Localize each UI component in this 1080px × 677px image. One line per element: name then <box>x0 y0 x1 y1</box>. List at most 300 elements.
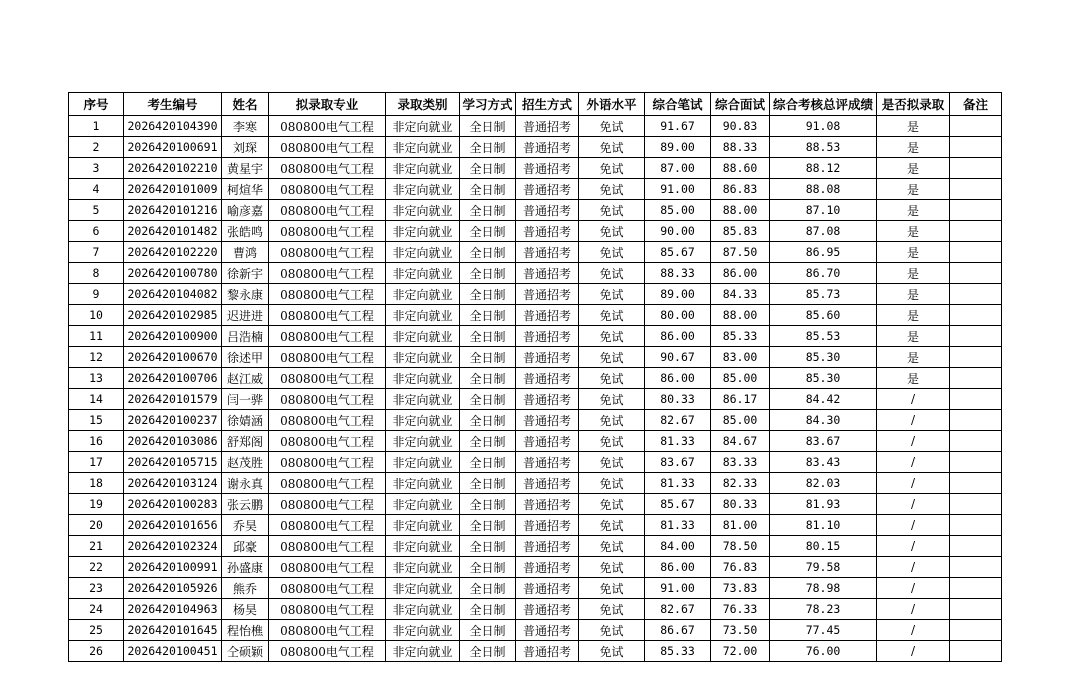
cell-enrollment-mode: 普通招考 <box>516 557 579 578</box>
cell-remarks <box>950 368 1002 389</box>
cell-study-mode: 全日制 <box>460 557 516 578</box>
cell-admitted: / <box>877 431 950 452</box>
cell-index: 9 <box>69 284 124 305</box>
cell-interview-score: 86.17 <box>711 389 770 410</box>
table-body <box>69 116 1002 662</box>
cell-language-level: 免试 <box>579 557 645 578</box>
cell-remarks <box>950 263 1002 284</box>
table-row <box>69 599 1002 620</box>
cell-study-mode: 全日制 <box>460 305 516 326</box>
cell-candidate-id: 2026420105926 <box>124 578 222 599</box>
cell-candidate-id: 2026420102220 <box>124 242 222 263</box>
cell-name: 徐新宇 <box>222 263 269 284</box>
table-row <box>69 473 1002 494</box>
cell-interview-score: 88.00 <box>711 305 770 326</box>
cell-admitted: / <box>877 536 950 557</box>
cell-enrollment-mode: 普通招考 <box>516 284 579 305</box>
cell-name: 徐婧涵 <box>222 410 269 431</box>
cell-written-score: 89.00 <box>645 284 711 305</box>
table-row <box>69 242 1002 263</box>
table-row <box>69 305 1002 326</box>
cell-study-mode: 全日制 <box>460 494 516 515</box>
cell-name: 张皓鸣 <box>222 221 269 242</box>
cell-study-mode: 全日制 <box>460 326 516 347</box>
cell-candidate-id: 2026420101579 <box>124 389 222 410</box>
cell-language-level: 免试 <box>579 578 645 599</box>
table-row <box>69 368 1002 389</box>
table-row <box>69 158 1002 179</box>
cell-interview-score: 85.00 <box>711 368 770 389</box>
cell-index: 8 <box>69 263 124 284</box>
cell-name: 张云鹏 <box>222 494 269 515</box>
table-row <box>69 620 1002 641</box>
cell-name: 孙盛康 <box>222 557 269 578</box>
cell-category: 非定向就业 <box>386 158 460 179</box>
table-row <box>69 347 1002 368</box>
cell-index: 2 <box>69 137 124 158</box>
cell-total-score: 85.73 <box>770 284 877 305</box>
cell-candidate-id: 2026420100706 <box>124 368 222 389</box>
cell-written-score: 91.00 <box>645 179 711 200</box>
cell-admitted: 是 <box>877 263 950 284</box>
cell-index: 18 <box>69 473 124 494</box>
table-row <box>69 284 1002 305</box>
cell-index: 7 <box>69 242 124 263</box>
cell-admitted: 是 <box>877 137 950 158</box>
cell-remarks <box>950 557 1002 578</box>
cell-written-score: 88.33 <box>645 263 711 284</box>
cell-enrollment-mode: 普通招考 <box>516 494 579 515</box>
cell-study-mode: 全日制 <box>460 389 516 410</box>
cell-category: 非定向就业 <box>386 284 460 305</box>
cell-index: 17 <box>69 452 124 473</box>
cell-major: 080800电气工程 <box>269 557 386 578</box>
cell-total-score: 91.08 <box>770 116 877 137</box>
cell-name: 谢永真 <box>222 473 269 494</box>
cell-total-score: 81.93 <box>770 494 877 515</box>
cell-interview-score: 88.00 <box>711 200 770 221</box>
cell-remarks <box>950 515 1002 536</box>
cell-study-mode: 全日制 <box>460 473 516 494</box>
cell-category: 非定向就业 <box>386 200 460 221</box>
cell-written-score: 84.00 <box>645 536 711 557</box>
cell-major: 080800电气工程 <box>269 410 386 431</box>
cell-index: 3 <box>69 158 124 179</box>
cell-language-level: 免试 <box>579 284 645 305</box>
table-row <box>69 431 1002 452</box>
table-row <box>69 536 1002 557</box>
cell-name: 黎永康 <box>222 284 269 305</box>
cell-written-score: 80.33 <box>645 389 711 410</box>
cell-index: 16 <box>69 431 124 452</box>
cell-name: 赵茂胜 <box>222 452 269 473</box>
cell-index: 4 <box>69 179 124 200</box>
cell-interview-score: 85.00 <box>711 410 770 431</box>
cell-name: 赵江威 <box>222 368 269 389</box>
cell-enrollment-mode: 普通招考 <box>516 221 579 242</box>
cell-remarks <box>950 347 1002 368</box>
cell-enrollment-mode: 普通招考 <box>516 326 579 347</box>
cell-language-level: 免试 <box>579 389 645 410</box>
cell-major: 080800电气工程 <box>269 578 386 599</box>
cell-interview-score: 72.00 <box>711 641 770 662</box>
cell-major: 080800电气工程 <box>269 536 386 557</box>
cell-written-score: 85.33 <box>645 641 711 662</box>
cell-enrollment-mode: 普通招考 <box>516 263 579 284</box>
cell-interview-score: 83.33 <box>711 452 770 473</box>
cell-language-level: 免试 <box>579 158 645 179</box>
table-row <box>69 494 1002 515</box>
cell-index: 1 <box>69 116 124 137</box>
cell-candidate-id: 2026420103086 <box>124 431 222 452</box>
cell-candidate-id: 2026420103124 <box>124 473 222 494</box>
cell-major: 080800电气工程 <box>269 326 386 347</box>
cell-remarks <box>950 284 1002 305</box>
cell-name: 徐述甲 <box>222 347 269 368</box>
cell-written-score: 82.67 <box>645 599 711 620</box>
cell-category: 非定向就业 <box>386 599 460 620</box>
cell-language-level: 免试 <box>579 116 645 137</box>
cell-category: 非定向就业 <box>386 263 460 284</box>
cell-language-level: 免试 <box>579 641 645 662</box>
cell-name: 乔昊 <box>222 515 269 536</box>
cell-index: 10 <box>69 305 124 326</box>
col-header-written-score: 综合笔试 <box>645 93 711 116</box>
cell-language-level: 免试 <box>579 221 645 242</box>
cell-written-score: 81.33 <box>645 431 711 452</box>
cell-remarks <box>950 452 1002 473</box>
cell-total-score: 85.30 <box>770 347 877 368</box>
cell-written-score: 91.00 <box>645 578 711 599</box>
cell-candidate-id: 2026420100237 <box>124 410 222 431</box>
table-row <box>69 179 1002 200</box>
cell-name: 仝硕颖 <box>222 641 269 662</box>
cell-candidate-id: 2026420102210 <box>124 158 222 179</box>
cell-written-score: 80.00 <box>645 305 711 326</box>
cell-total-score: 84.30 <box>770 410 877 431</box>
cell-category: 非定向就业 <box>386 137 460 158</box>
cell-enrollment-mode: 普通招考 <box>516 116 579 137</box>
cell-name: 李寒 <box>222 116 269 137</box>
cell-major: 080800电气工程 <box>269 473 386 494</box>
cell-category: 非定向就业 <box>386 431 460 452</box>
cell-total-score: 78.98 <box>770 578 877 599</box>
cell-admitted: / <box>877 641 950 662</box>
col-header-remarks: 备注 <box>950 93 1002 116</box>
cell-remarks <box>950 137 1002 158</box>
cell-written-score: 90.00 <box>645 221 711 242</box>
cell-index: 5 <box>69 200 124 221</box>
col-header-index: 序号 <box>69 93 124 116</box>
cell-admitted: 是 <box>877 368 950 389</box>
cell-written-score: 81.33 <box>645 473 711 494</box>
cell-interview-score: 88.33 <box>711 137 770 158</box>
cell-name: 熊乔 <box>222 578 269 599</box>
col-header-category: 录取类别 <box>386 93 460 116</box>
cell-study-mode: 全日制 <box>460 578 516 599</box>
cell-major: 080800电气工程 <box>269 158 386 179</box>
cell-enrollment-mode: 普通招考 <box>516 515 579 536</box>
cell-enrollment-mode: 普通招考 <box>516 137 579 158</box>
cell-enrollment-mode: 普通招考 <box>516 578 579 599</box>
cell-total-score: 76.00 <box>770 641 877 662</box>
cell-category: 非定向就业 <box>386 410 460 431</box>
table-row <box>69 221 1002 242</box>
cell-interview-score: 85.83 <box>711 221 770 242</box>
cell-index: 23 <box>69 578 124 599</box>
cell-written-score: 86.00 <box>645 368 711 389</box>
cell-major: 080800电气工程 <box>269 284 386 305</box>
cell-language-level: 免试 <box>579 200 645 221</box>
cell-index: 20 <box>69 515 124 536</box>
cell-written-score: 86.00 <box>645 557 711 578</box>
cell-enrollment-mode: 普通招考 <box>516 347 579 368</box>
cell-admitted: / <box>877 473 950 494</box>
cell-remarks <box>950 179 1002 200</box>
cell-total-score: 85.30 <box>770 368 877 389</box>
table-row <box>69 200 1002 221</box>
cell-category: 非定向就业 <box>386 641 460 662</box>
cell-enrollment-mode: 普通招考 <box>516 620 579 641</box>
col-header-language-level: 外语水平 <box>579 93 645 116</box>
cell-candidate-id: 2026420100691 <box>124 137 222 158</box>
cell-admitted: / <box>877 494 950 515</box>
cell-admitted: 是 <box>877 200 950 221</box>
cell-enrollment-mode: 普通招考 <box>516 641 579 662</box>
cell-major: 080800电气工程 <box>269 116 386 137</box>
cell-study-mode: 全日制 <box>460 347 516 368</box>
cell-index: 11 <box>69 326 124 347</box>
cell-remarks <box>950 641 1002 662</box>
cell-admitted: 是 <box>877 326 950 347</box>
table-row <box>69 641 1002 662</box>
cell-interview-score: 80.33 <box>711 494 770 515</box>
cell-study-mode: 全日制 <box>460 641 516 662</box>
cell-remarks <box>950 389 1002 410</box>
cell-study-mode: 全日制 <box>460 179 516 200</box>
cell-remarks <box>950 242 1002 263</box>
cell-major: 080800电气工程 <box>269 389 386 410</box>
table-row <box>69 557 1002 578</box>
cell-language-level: 免试 <box>579 326 645 347</box>
cell-interview-score: 73.83 <box>711 578 770 599</box>
cell-name: 迟进进 <box>222 305 269 326</box>
cell-enrollment-mode: 普通招考 <box>516 599 579 620</box>
cell-enrollment-mode: 普通招考 <box>516 242 579 263</box>
cell-candidate-id: 2026420100283 <box>124 494 222 515</box>
cell-language-level: 免试 <box>579 242 645 263</box>
cell-category: 非定向就业 <box>386 557 460 578</box>
cell-language-level: 免试 <box>579 452 645 473</box>
cell-enrollment-mode: 普通招考 <box>516 452 579 473</box>
cell-study-mode: 全日制 <box>460 221 516 242</box>
cell-remarks <box>950 200 1002 221</box>
cell-candidate-id: 2026420100451 <box>124 641 222 662</box>
table-row <box>69 410 1002 431</box>
cell-study-mode: 全日制 <box>460 620 516 641</box>
cell-interview-score: 84.67 <box>711 431 770 452</box>
cell-candidate-id: 2026420102324 <box>124 536 222 557</box>
cell-category: 非定向就业 <box>386 347 460 368</box>
cell-candidate-id: 2026420101009 <box>124 179 222 200</box>
cell-study-mode: 全日制 <box>460 263 516 284</box>
cell-admitted: 是 <box>877 158 950 179</box>
cell-name: 吕浩楠 <box>222 326 269 347</box>
cell-major: 080800电气工程 <box>269 431 386 452</box>
cell-written-score: 87.00 <box>645 158 711 179</box>
cell-candidate-id: 2026420104082 <box>124 284 222 305</box>
cell-major: 080800电气工程 <box>269 347 386 368</box>
cell-candidate-id: 2026420101656 <box>124 515 222 536</box>
cell-total-score: 82.03 <box>770 473 877 494</box>
cell-name: 柯煊华 <box>222 179 269 200</box>
cell-admitted: 是 <box>877 242 950 263</box>
cell-enrollment-mode: 普通招考 <box>516 536 579 557</box>
cell-index: 14 <box>69 389 124 410</box>
cell-category: 非定向就业 <box>386 494 460 515</box>
cell-study-mode: 全日制 <box>460 599 516 620</box>
cell-study-mode: 全日制 <box>460 410 516 431</box>
cell-language-level: 免试 <box>579 494 645 515</box>
cell-category: 非定向就业 <box>386 221 460 242</box>
cell-total-score: 86.95 <box>770 242 877 263</box>
cell-total-score: 83.67 <box>770 431 877 452</box>
cell-category: 非定向就业 <box>386 116 460 137</box>
cell-total-score: 88.53 <box>770 137 877 158</box>
table-row <box>69 326 1002 347</box>
cell-major: 080800电气工程 <box>269 137 386 158</box>
cell-index: 19 <box>69 494 124 515</box>
cell-interview-score: 82.33 <box>711 473 770 494</box>
cell-total-score: 86.70 <box>770 263 877 284</box>
cell-admitted: / <box>877 452 950 473</box>
cell-study-mode: 全日制 <box>460 137 516 158</box>
cell-language-level: 免试 <box>579 620 645 641</box>
cell-total-score: 88.08 <box>770 179 877 200</box>
cell-index: 26 <box>69 641 124 662</box>
cell-remarks <box>950 620 1002 641</box>
cell-admitted: 是 <box>877 305 950 326</box>
cell-candidate-id: 2026420101216 <box>124 200 222 221</box>
cell-language-level: 免试 <box>579 536 645 557</box>
cell-major: 080800电气工程 <box>269 599 386 620</box>
cell-admitted: / <box>877 578 950 599</box>
cell-total-score: 79.58 <box>770 557 877 578</box>
cell-written-score: 85.67 <box>645 242 711 263</box>
cell-remarks <box>950 221 1002 242</box>
cell-interview-score: 86.00 <box>711 263 770 284</box>
cell-index: 21 <box>69 536 124 557</box>
cell-admitted: 是 <box>877 347 950 368</box>
table-row <box>69 263 1002 284</box>
cell-name: 曹鸿 <box>222 242 269 263</box>
cell-enrollment-mode: 普通招考 <box>516 305 579 326</box>
cell-candidate-id: 2026420100670 <box>124 347 222 368</box>
cell-name: 杨昊 <box>222 599 269 620</box>
cell-language-level: 免试 <box>579 410 645 431</box>
cell-admitted: / <box>877 620 950 641</box>
cell-remarks <box>950 431 1002 452</box>
cell-category: 非定向就业 <box>386 452 460 473</box>
cell-index: 24 <box>69 599 124 620</box>
cell-index: 13 <box>69 368 124 389</box>
table-row <box>69 515 1002 536</box>
cell-index: 6 <box>69 221 124 242</box>
cell-name: 邱豪 <box>222 536 269 557</box>
col-header-total-score: 综合考核总评成绩 <box>770 93 877 116</box>
cell-study-mode: 全日制 <box>460 284 516 305</box>
cell-written-score: 86.67 <box>645 620 711 641</box>
cell-written-score: 91.67 <box>645 116 711 137</box>
cell-written-score: 85.67 <box>645 494 711 515</box>
cell-enrollment-mode: 普通招考 <box>516 158 579 179</box>
cell-written-score: 85.00 <box>645 200 711 221</box>
cell-remarks <box>950 158 1002 179</box>
cell-study-mode: 全日制 <box>460 431 516 452</box>
col-header-enrollment-mode: 招生方式 <box>516 93 579 116</box>
cell-interview-score: 85.33 <box>711 326 770 347</box>
cell-language-level: 免试 <box>579 137 645 158</box>
cell-study-mode: 全日制 <box>460 116 516 137</box>
cell-enrollment-mode: 普通招考 <box>516 389 579 410</box>
cell-index: 25 <box>69 620 124 641</box>
col-header-major: 拟录取专业 <box>269 93 386 116</box>
col-header-admitted: 是否拟录取 <box>877 93 950 116</box>
table-row <box>69 389 1002 410</box>
cell-major: 080800电气工程 <box>269 305 386 326</box>
cell-study-mode: 全日制 <box>460 452 516 473</box>
cell-interview-score: 83.00 <box>711 347 770 368</box>
cell-interview-score: 84.33 <box>711 284 770 305</box>
cell-enrollment-mode: 普通招考 <box>516 473 579 494</box>
cell-admitted: 是 <box>877 284 950 305</box>
cell-study-mode: 全日制 <box>460 536 516 557</box>
cell-enrollment-mode: 普通招考 <box>516 200 579 221</box>
cell-written-score: 86.00 <box>645 326 711 347</box>
cell-remarks <box>950 578 1002 599</box>
cell-language-level: 免试 <box>579 431 645 452</box>
cell-index: 15 <box>69 410 124 431</box>
cell-candidate-id: 2026420102985 <box>124 305 222 326</box>
cell-major: 080800电气工程 <box>269 242 386 263</box>
cell-candidate-id: 2026420100900 <box>124 326 222 347</box>
cell-candidate-id: 2026420101482 <box>124 221 222 242</box>
cell-interview-score: 81.00 <box>711 515 770 536</box>
table-header <box>69 93 1002 116</box>
cell-interview-score: 73.50 <box>711 620 770 641</box>
cell-admitted: 是 <box>877 116 950 137</box>
col-header-study-mode: 学习方式 <box>460 93 516 116</box>
cell-total-score: 84.42 <box>770 389 877 410</box>
cell-total-score: 88.12 <box>770 158 877 179</box>
table-row <box>69 578 1002 599</box>
cell-name: 闫一骅 <box>222 389 269 410</box>
cell-enrollment-mode: 普通招考 <box>516 179 579 200</box>
col-header-name: 姓名 <box>222 93 269 116</box>
cell-category: 非定向就业 <box>386 389 460 410</box>
cell-major: 080800电气工程 <box>269 620 386 641</box>
cell-written-score: 89.00 <box>645 137 711 158</box>
cell-total-score: 87.08 <box>770 221 877 242</box>
cell-remarks <box>950 599 1002 620</box>
cell-language-level: 免试 <box>579 347 645 368</box>
cell-study-mode: 全日制 <box>460 242 516 263</box>
cell-category: 非定向就业 <box>386 578 460 599</box>
cell-language-level: 免试 <box>579 263 645 284</box>
cell-remarks <box>950 410 1002 431</box>
cell-candidate-id: 2026420104963 <box>124 599 222 620</box>
cell-major: 080800电气工程 <box>269 641 386 662</box>
